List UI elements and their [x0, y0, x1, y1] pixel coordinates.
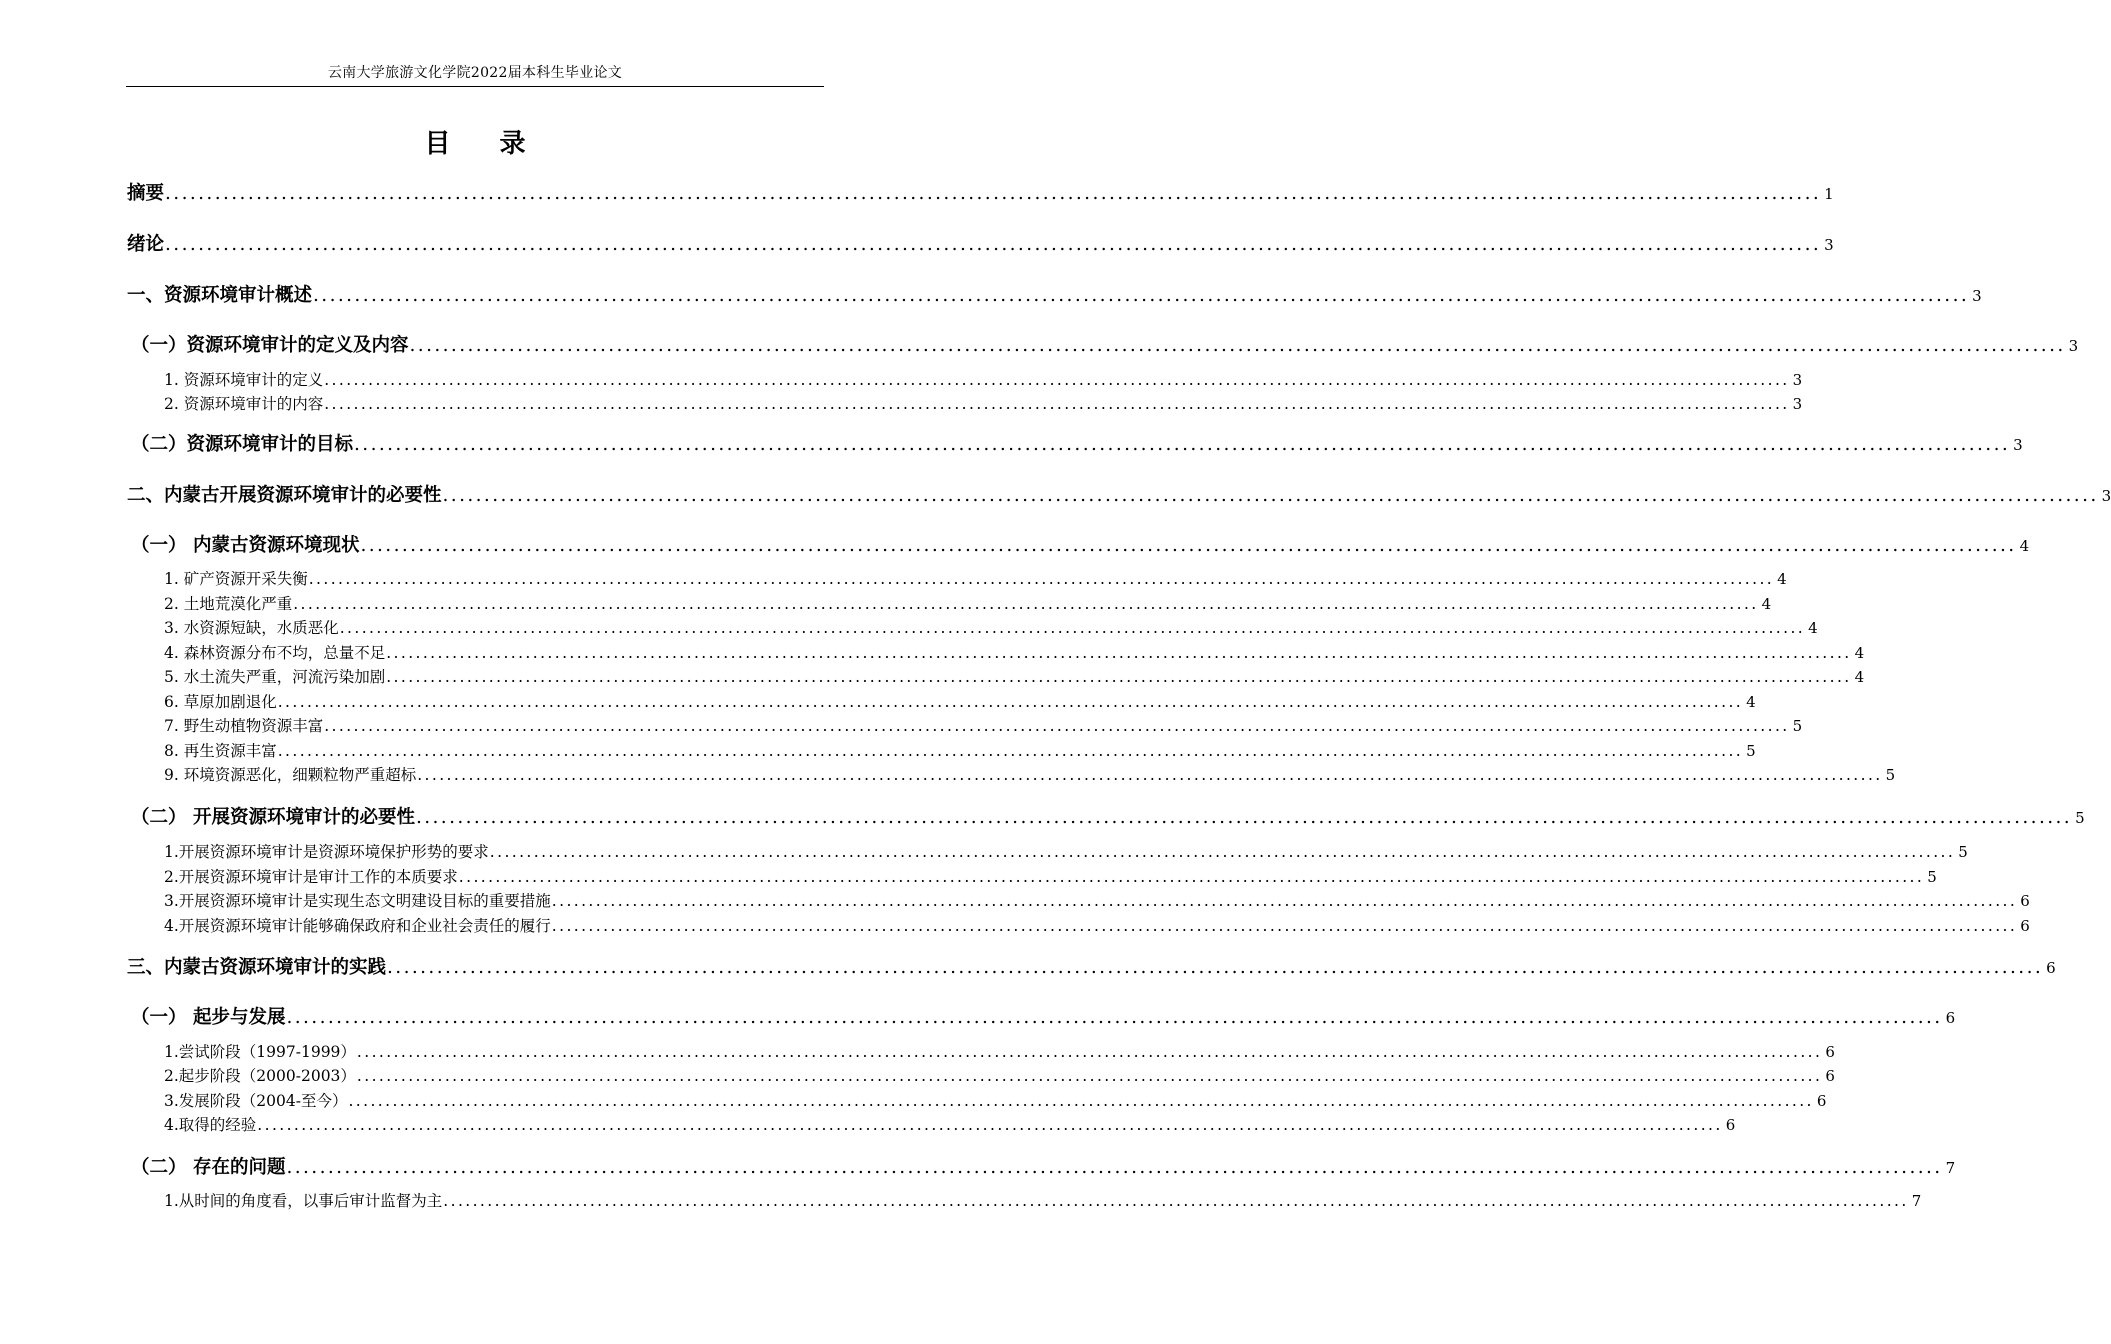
toc-entry-label: （二） 存在的问题	[131, 1157, 286, 1178]
toc-entry-label: （一） 起步与发展	[131, 1007, 286, 1028]
toc-leader-dots: ........................................................................................................................................................................................................	[409, 335, 2066, 356]
toc-entry[interactable]	[0, 481, 2111, 507]
toc-entry-label: 5. 水土流失严重，河流污染加剧	[164, 668, 386, 686]
toc-page-number: 4	[1808, 619, 1818, 637]
toc-entry[interactable]	[0, 865, 1937, 887]
toc-entry[interactable]	[0, 953, 2056, 979]
toc-page-number: 3	[1792, 371, 1803, 389]
toc-leader-dots: ........................................................................................................................................................................................................	[442, 485, 2099, 506]
toc-entry[interactable]	[0, 1003, 1956, 1029]
toc-entry-label: 3.发展阶段（2004-至今）	[164, 1092, 348, 1110]
toc-leader-dots: ........................................................................................................................................................................................................	[257, 1116, 1723, 1134]
toc-leader-dots: ........................................................................................................................................................................................................	[339, 619, 1806, 637]
toc-leader-dots: ........................................................................................................................................................................................................	[277, 693, 1744, 711]
toc-entry-label: 2. 土地荒漠化严重	[164, 595, 293, 613]
toc-entry-label: 1.开展资源环境审计是资源环境保护形势的要求	[164, 843, 489, 861]
toc-leader-dots: ........................................................................................................................................................................................................	[386, 644, 1852, 662]
toc-page-number: 3	[2013, 436, 2023, 454]
toc-page-number: 6	[1825, 1043, 1835, 1061]
toc-page-number: 4	[1746, 693, 1756, 711]
toc-entry-label: 3. 水资源短缺，水质恶化	[164, 619, 339, 637]
toc-page-number: 5	[1746, 742, 1756, 760]
toc-page-number: 6	[1945, 1009, 1956, 1027]
toc-entry-label: 4.开展资源环境审计能够确保政府和企业社会责任的履行	[164, 917, 551, 935]
toc-entry[interactable]	[0, 567, 1787, 589]
toc-entry[interactable]	[0, 763, 1896, 785]
toc-entry-label: （一） 内蒙古资源环境现状	[131, 535, 360, 556]
toc-leader-dots: ........................................................................................................................................................................................................	[313, 285, 1970, 306]
toc-page-number: 4	[2019, 537, 2030, 555]
toc-entry[interactable]	[0, 281, 1982, 307]
toc-page-number: 7	[1911, 1192, 1922, 1210]
toc-page-number: 1	[1824, 185, 1834, 203]
toc-entry[interactable]	[0, 1153, 1956, 1179]
toc-entry-label: 9. 环境资源恶化，细颗粒物严重超标	[164, 766, 417, 784]
toc-page-number: 4	[1854, 668, 1865, 686]
toc-entry-label: （二）资源环境审计的目标	[131, 434, 354, 455]
toc-entry-label: 绪论	[127, 234, 165, 255]
toc-entry-label: 1.从时间的角度看，以事后审计监督为主	[164, 1192, 443, 1210]
toc-leader-dots: ........................................................................................................................................................................................................	[354, 434, 2011, 455]
toc-leader-dots: ........................................................................................................................................................................................................	[165, 234, 1822, 255]
toc-page-number: 3	[1972, 287, 1982, 305]
toc-page-number: 5	[1958, 843, 1968, 861]
toc-entry[interactable]	[0, 1189, 1922, 1211]
toc-entry[interactable]	[0, 641, 1865, 663]
toc-entry-label: 摘要	[127, 183, 165, 204]
toc-leader-dots: ........................................................................................................................................................................................................	[286, 1007, 1943, 1028]
toc-page-number: 6	[1816, 1092, 1827, 1110]
toc-leader-dots: ........................................................................................................................................................................................................	[360, 535, 2017, 556]
running-header: 云南大学旅游文化学院2022届本科生毕业论文	[327, 65, 623, 81]
toc-leader-dots: ........................................................................................................................................................................................................	[277, 742, 1744, 760]
toc-page-number: 5	[1927, 868, 1937, 886]
toc-entry[interactable]	[0, 1089, 1827, 1111]
toc-entry[interactable]	[0, 714, 1803, 736]
toc-entry-label: 2.起步阶段（2000-2003）	[164, 1067, 356, 1085]
toc-leader-dots: ........................................................................................................................................................................................................	[417, 766, 1883, 784]
toc-leader-dots: ........................................................................................................................................................................................................	[386, 668, 1852, 686]
toc-title: 目 录	[424, 129, 546, 159]
toc-leader-dots: ........................................................................................................................................................................................................	[348, 1092, 1814, 1110]
toc-entry-label: 1. 资源环境审计的定义	[164, 371, 324, 389]
toc-leader-dots: ........................................................................................................................................................................................................	[489, 843, 1956, 861]
toc-entry-label: 一、资源环境审计概述	[127, 285, 313, 306]
toc-page-number: 6	[1825, 1067, 1835, 1085]
toc-entry-label: 4.取得的经验	[164, 1116, 257, 1134]
toc-entry-label: （二） 开展资源环境审计的必要性	[131, 807, 415, 828]
toc-entry-label: （一）资源环境审计的定义及内容	[131, 335, 409, 356]
toc-page-number: 3	[1792, 395, 1803, 413]
toc-leader-dots: ........................................................................................................................................................................................................	[458, 868, 1925, 886]
toc-page-number: 7	[1945, 1159, 1956, 1177]
toc-entry[interactable]	[0, 179, 1834, 205]
toc-leader-dots: ........................................................................................................................................................................................................	[551, 892, 2018, 910]
toc-leader-dots: ........................................................................................................................................................................................................	[308, 570, 1775, 588]
toc-entry-label: 7. 野生动植物资源丰富	[164, 717, 324, 735]
toc-entry-label: 1. 矿产资源开采失衡	[164, 570, 308, 588]
toc-entry[interactable]	[0, 592, 1772, 614]
toc-entry[interactable]	[0, 1113, 1736, 1135]
toc-page-number: 4	[1854, 644, 1865, 662]
toc-entry[interactable]	[0, 665, 1865, 687]
toc-leader-dots: ........................................................................................................................................................................................................	[324, 717, 1790, 735]
toc-entry[interactable]	[0, 889, 2030, 911]
toc-entry-label: 4. 森林资源分布不均，总量不足	[164, 644, 386, 662]
toc-entry[interactable]	[0, 739, 1756, 761]
toc-leader-dots: ........................................................................................................................................................................................................	[415, 807, 2073, 828]
toc-entry[interactable]	[0, 616, 1818, 638]
toc-entry[interactable]	[0, 1040, 1835, 1062]
toc-leader-dots: ........................................................................................................................................................................................................	[356, 1067, 1823, 1085]
toc-leader-dots: ........................................................................................................................................................................................................	[324, 371, 1790, 389]
toc-entry[interactable]	[0, 531, 2030, 557]
toc-leader-dots: ........................................................................................................................................................................................................	[443, 1192, 1909, 1210]
toc-leader-dots: ........................................................................................................................................................................................................	[356, 1043, 1823, 1061]
toc-page-number: 5	[1792, 717, 1803, 735]
toc-page-number: 6	[1725, 1116, 1736, 1134]
toc-entry-label: 二、内蒙古开展资源环境审计的必要性	[127, 485, 442, 506]
toc-entry-label: 6. 草原加剧退化	[164, 693, 277, 711]
toc-page-number: 6	[2046, 959, 2056, 977]
toc-entry[interactable]	[0, 331, 2079, 357]
toc-leader-dots: ........................................................................................................................................................................................................	[293, 595, 1759, 613]
toc-leader-dots: ........................................................................................................................................................................................................	[551, 917, 2018, 935]
toc-entry[interactable]	[0, 690, 1756, 712]
header-divider	[126, 86, 824, 87]
toc-entry[interactable]	[0, 392, 1803, 414]
toc-entry[interactable]	[0, 1064, 1835, 1086]
toc-leader-dots: ........................................................................................................................................................................................................	[387, 957, 2044, 978]
toc-page-number: 6	[2020, 917, 2030, 935]
toc-entry[interactable]	[0, 368, 1803, 390]
toc-page-number: 3	[2101, 487, 2111, 505]
toc-entry[interactable]	[0, 430, 2023, 456]
toc-entry-label: 8. 再生资源丰富	[164, 742, 277, 760]
toc-entry-label: 2.开展资源环境审计是审计工作的本质要求	[164, 868, 458, 886]
toc-leader-dots: ........................................................................................................................................................................................................	[324, 395, 1790, 413]
toc-page-number: 3	[1824, 236, 1834, 254]
toc-page-number: 6	[2020, 892, 2030, 910]
toc-leader-dots: ........................................................................................................................................................................................................	[286, 1157, 1943, 1178]
toc-entry-label: 三、内蒙古资源环境审计的实践	[127, 957, 387, 978]
toc-entry-label: 1.尝试阶段（1997-1999）	[164, 1043, 356, 1061]
toc-entry[interactable]	[0, 914, 2030, 936]
toc-entry-label: 3.开展资源环境审计是实现生态文明建设目标的重要措施	[164, 892, 551, 910]
toc-page-number: 5	[1885, 766, 1896, 784]
toc-page-number: 4	[1777, 570, 1787, 588]
toc-leader-dots: ........................................................................................................................................................................................................	[165, 183, 1822, 204]
toc-entry[interactable]	[0, 840, 1968, 862]
toc-entry[interactable]	[0, 230, 1834, 256]
toc-page-number: 5	[2075, 809, 2085, 827]
toc-entry-label: 2. 资源环境审计的内容	[164, 395, 324, 413]
toc-entry[interactable]	[0, 803, 2085, 829]
toc-page-number: 3	[2068, 337, 2079, 355]
toc-page-number: 4	[1761, 595, 1772, 613]
